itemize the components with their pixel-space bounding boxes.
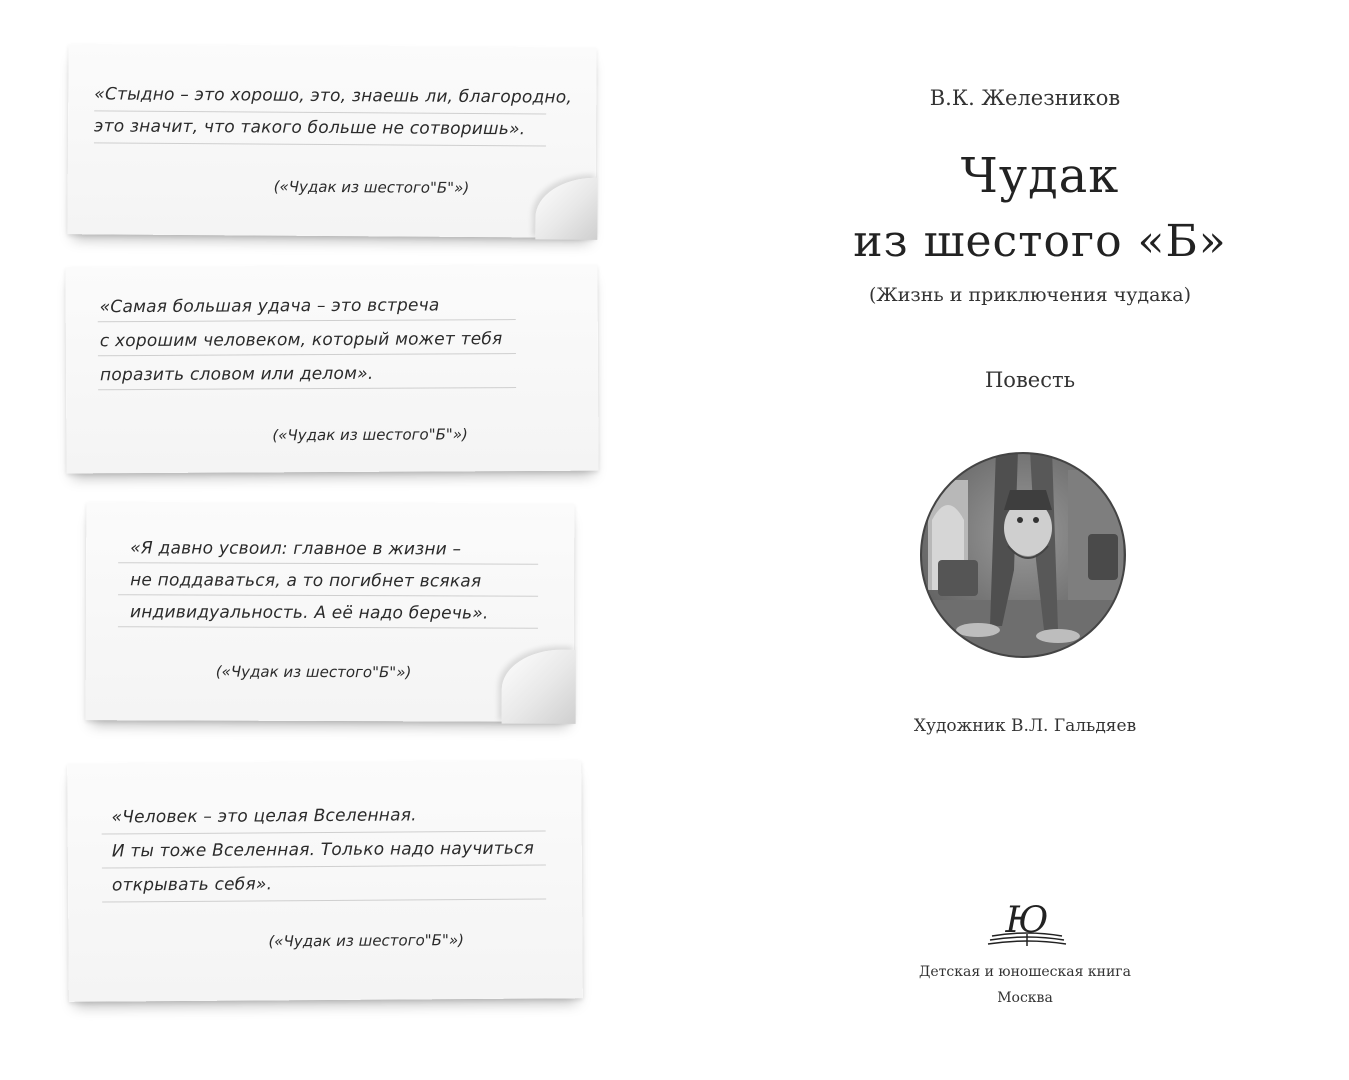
quote-line: поразить словом или делом». <box>99 363 374 386</box>
quote-note <box>65 265 598 474</box>
ruled-line <box>118 594 538 596</box>
book-subtitle: (Жизнь и приключения чудака) <box>868 284 1192 306</box>
quote-line: индивидуальность. А её надо беречь». <box>129 602 489 624</box>
ruled-line <box>94 142 546 146</box>
quote-line: «Человек – это целая Вселенная. <box>111 805 417 828</box>
quote-note <box>67 44 596 238</box>
quote-line: И ты тоже Вселенная. Только надо научиться <box>111 838 535 862</box>
quote-line: с хорошим человеком, который может тебя <box>99 329 503 352</box>
quote-source: («Чудак из шестого"Б"») <box>273 177 470 197</box>
quote-note <box>67 760 583 1002</box>
artist-credit: Художник В.Л. Гальдяев <box>913 716 1137 736</box>
quote-source: («Чудак из шестого"Б"») <box>272 425 468 445</box>
quote-line: «Я давно усвоил: главное в жизни – <box>130 538 462 560</box>
ruled-line <box>98 319 516 322</box>
genre-label: Повесть <box>984 368 1076 392</box>
quote-note <box>86 502 575 722</box>
ruled-line <box>102 830 546 834</box>
quote-line: «Самая большая удача – это встреча <box>99 295 440 318</box>
quote-line: не поддаваться, а то погибнет всякая <box>130 570 482 592</box>
publisher-name: Детская и юношеская книга <box>919 964 1131 980</box>
book-title-line-2: из шестого «Б» <box>853 216 1227 267</box>
ruled-line <box>102 864 546 868</box>
ruled-line <box>118 562 538 564</box>
ruled-line <box>94 110 546 114</box>
book-title-line-1: Чудак <box>960 148 1120 204</box>
ruled-line <box>98 353 516 356</box>
svg-text:Ю: Ю <box>1005 900 1049 941</box>
circular-illustration <box>918 450 1128 660</box>
ruled-line <box>98 387 516 390</box>
ruled-line <box>118 626 538 628</box>
quote-source: («Чудак из шестого"Б"») <box>268 931 465 951</box>
publisher-logo <box>982 896 1072 952</box>
page-curl <box>502 650 576 724</box>
page-curl <box>535 177 597 239</box>
publisher-city: Москва <box>997 990 1053 1006</box>
quote-source: («Чудак из шестого"Б"») <box>215 662 412 682</box>
quote-line: это значит, что такого больше не сотворишь». <box>94 116 526 140</box>
quote-line: «Стыдно – это хорошо, это, знаешь ли, благородно, <box>94 84 573 108</box>
author-name: В.К. Железников <box>929 86 1121 110</box>
quote-line: открывать себя». <box>111 874 273 896</box>
ruled-line <box>102 898 546 902</box>
